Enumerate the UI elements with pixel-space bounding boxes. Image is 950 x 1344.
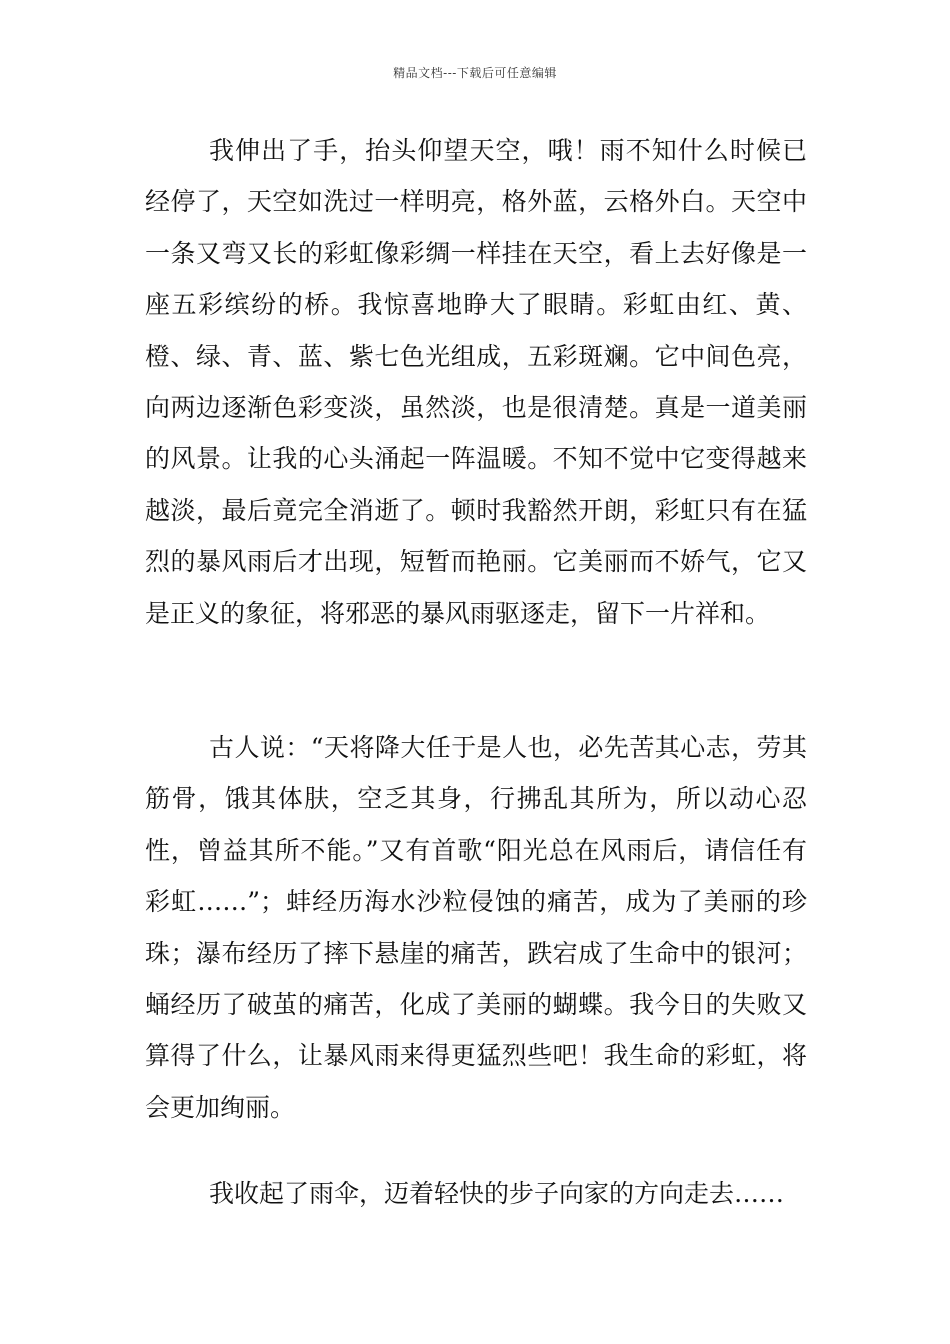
page-header: 精品文档---下载后可任意编辑 xyxy=(393,66,557,80)
paragraph-closing: 我收起了雨伞，迈着轻快的步子向家的方向走去…… xyxy=(209,1179,785,1208)
paragraph-rainbow: 我伸出了手，抬头仰望天空，哦！雨不知什么时候已经停了，天空如洗过一样明亮，格外蓝，云格外白。天空中一条又弯又长的彩虹像彩绸一样挂在天空，看上去好像是一座五彩缤纷的桥。我惊喜地睁大了眼睛。彩虹由红、黄、橙、绿、青、蓝、紫七色光组成，五彩斑斓。它中间色亮，向两边逐渐色彩变淡，虽然淡，也是很清楚。真是一道美丽的风景。让我的心头涌起一阵温暖。不知不觉中它变得越来越淡，最后竟完全消逝了。顿时我豁然开朗，彩虹只有在猛烈的暴风雨后才出现，短暂而艳丽。它美丽而不娇气，它又是正义的象征，将邪恶的暴风雨驱逐走，留下一片祥和。 xyxy=(145,136,807,628)
paragraph-ancient-saying: 古人说：“天将降大任于是人也，必先苦其心志，劳其筋骨，饿其体肤，空乏其身，行拂乱其所为，所以动心忍性，曾益其所不能。”又有首歌“阳光总在风雨后，请信任有彩虹……”；蚌经历海水沙粒侵蚀的痛苦，成为了美丽的珍珠；瀑布经历了摔下悬崖的痛苦，跌宕成了生命中的银河；蛹经历了破茧的痛苦，化成了美丽的蝴蝶。我今日的失败又算得了什么，让暴风雨来得更猛烈些吧！我生命的彩虹，将会更加绚丽。 xyxy=(145,733,807,1122)
